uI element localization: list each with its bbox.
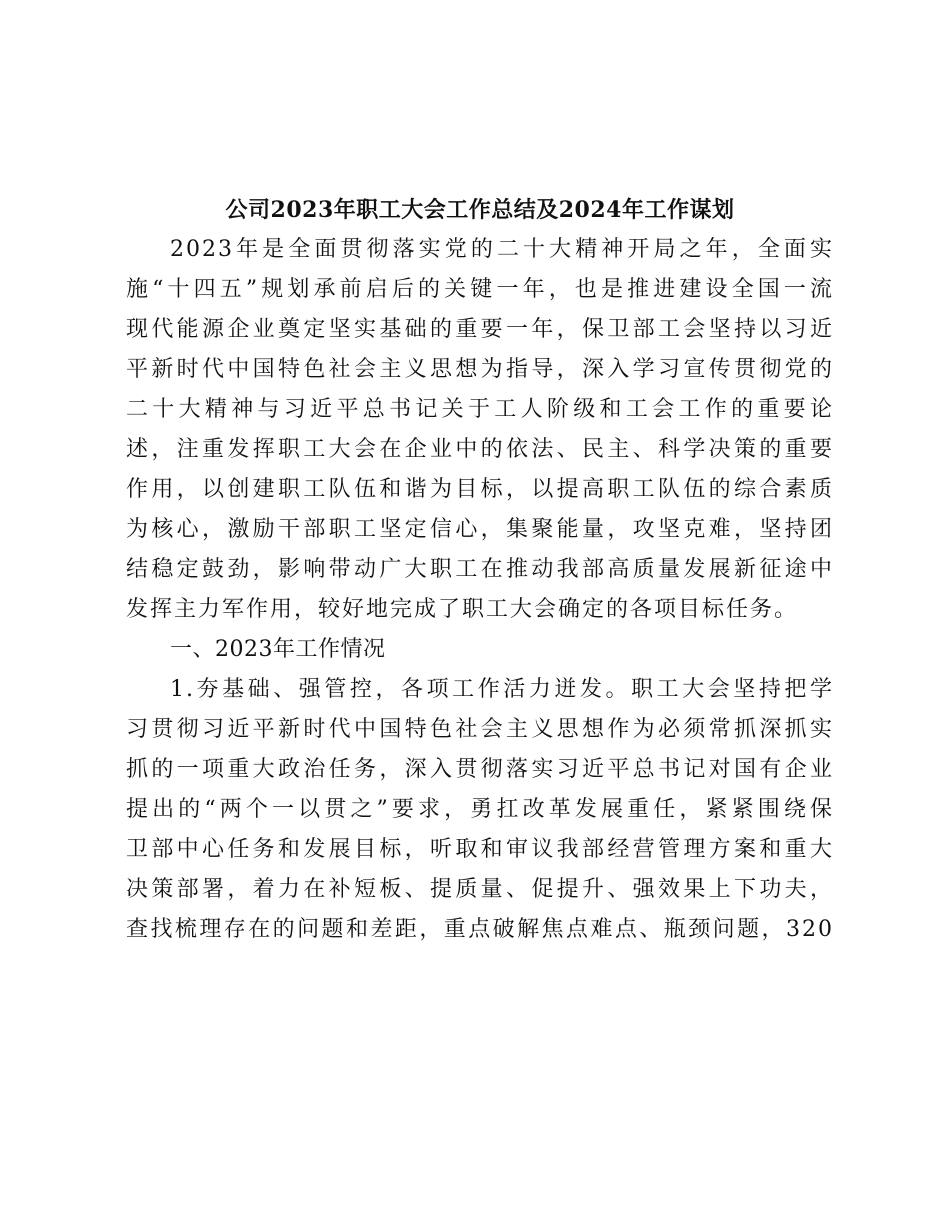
intro-line: 述，注重发挥职工大会在企业中的依法、民主、科学决策的重要 <box>126 437 834 462</box>
intro-line: 为核心，激励干部职工坚定信心，集聚能量，攻坚克难，坚持团 <box>126 517 834 542</box>
intro-line: 结稳定鼓劲，影响带动广大职工在推动我部高质量发展新征途中 <box>126 557 834 582</box>
section1-line: 卫部中心任务和发展目标，听取和审议我部经营管理方案和重大 <box>126 837 834 862</box>
intro-line: 现代能源企业奠定坚实基础的重要一年，保卫部工会坚持以习近 <box>126 317 834 342</box>
section1-line: 决策部署，着力在补短板、提质量、促提升、强效果上下功夫， <box>126 877 834 902</box>
intro-line: 2023年是全面贯彻落实党的二十大精神开局之年，全面实 <box>170 237 834 262</box>
document-body <box>126 190 834 950</box>
section-heading: 一、2023年工作情况 <box>170 637 386 662</box>
section1-line: 提出的“两个一以贯之”要求，勇扛改革发展重任，紧紧围绕保 <box>126 797 834 822</box>
section1-paragraph <box>126 670 834 950</box>
section1-line: 习贯彻习近平新时代中国特色社会主义思想作为必须常抓深抓实 <box>126 717 834 742</box>
intro-line: 平新时代中国特色社会主义思想为指导，深入学习宣传贯彻党的 <box>126 357 834 382</box>
intro-line: 施“十四五”规划承前启后的关键一年，也是推进建设全国一流 <box>126 277 834 302</box>
document-title: 公司2023年职工大会工作总结及2024年工作谋划 <box>225 197 735 223</box>
intro-line: 二十大精神与习近平总书记关于工人阶级和工会工作的重要论 <box>126 397 834 422</box>
section1-line: 抓的一项重大政治任务，深入贯彻落实习近平总书记对国有企业 <box>126 757 834 782</box>
section1-line: 1.夯基础、强管控，各项工作活力迸发。职工大会坚持把学 <box>170 677 834 702</box>
intro-line: 发挥主力军作用，较好地完成了职工大会确定的各项目标任务。 <box>126 597 799 622</box>
intro-line: 作用，以创建职工队伍和谐为目标，以提高职工队伍的综合素质 <box>126 477 834 502</box>
intro-paragraph <box>126 230 834 630</box>
section1-line: 查找梳理存在的问题和差距，重点破解焦点难点、瓶颈问题，320 <box>126 917 834 942</box>
